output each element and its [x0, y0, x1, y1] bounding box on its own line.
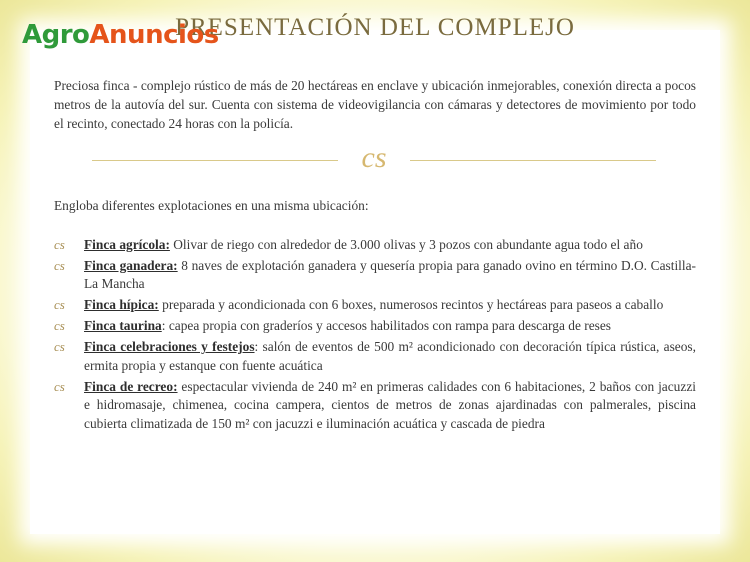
item-text: espectacular vivienda de 240 m² en primeras calidades con 6 habitaciones, 2 baños con jacuzzi e hidromasaje, chimenea, cocina campera, cientos de metros de zonas ajardinadas con palmerales, piscina cubierta climatizada de 150 m² con jacuzzi e iluminación acuática y cascada de piedra — [84, 378, 696, 431]
divider-line-right — [410, 160, 656, 161]
intro-paragraph: Preciosa finca - complejo rústico de más de 20 hectáreas en enclave y ubicación inmejorables, conexión directa a pocos metros de la autovía del sur. Cuenta con sistema de videovigilancia con cámaras y detectores de movimiento por todo el recinto, conectado 24 horas con la policía. — [54, 78, 696, 131]
lead-text: Engloba diferentes explotaciones en una misma ubicación: — [54, 198, 369, 213]
bullet-icon: cs — [54, 339, 65, 355]
ornament-icon: cs — [361, 141, 387, 174]
list-item — [54, 257, 696, 294]
bullet-icon: cs — [54, 318, 65, 334]
item-name: Finca de recreo: — [84, 378, 178, 394]
bullet-icon: cs — [54, 258, 65, 273]
divider-line-left — [92, 160, 338, 161]
item-text: : capea propia con graderíos y accesos habilitados con rampa para descarga de reses — [161, 318, 612, 334]
item-name: Finca agrícola: — [84, 237, 170, 252]
list-item — [54, 378, 696, 433]
ornamental-divider — [92, 141, 656, 176]
item-name: Finca hípica: — [84, 297, 159, 313]
logo-anuncios-text: Anuncios — [89, 20, 219, 50]
bullet-icon: cs — [54, 378, 65, 394]
list-item — [54, 296, 696, 314]
features-list — [54, 236, 696, 436]
item-name: Finca taurina — [84, 318, 162, 334]
bullet-icon: cs — [54, 237, 65, 252]
bullet-icon: cs — [54, 297, 65, 313]
logo-agro-text: Agro — [22, 20, 90, 50]
item-name: Finca celebraciones y festejos — [84, 339, 255, 355]
item-text: preparada y acondicionada con 6 boxes, numerosos recintos y hectáreas para paseos a caballo — [158, 297, 664, 313]
item-text: Olivar de riego con alrededor de 3.000 olivas y 3 pozos con abundante agua todo el año — [169, 237, 643, 252]
item-text: 8 naves de explotación ganadera y quesería propia para ganado ovino en término D.O. Castilla-La Mancha — [84, 258, 697, 292]
list-item — [54, 236, 696, 254]
item-text: : salón de eventos de 500 m² acondicionado con decoración típica rústica, aseos, ermita propia y estanque con fuente acuática — [84, 339, 696, 373]
item-name: Finca ganadera: — [84, 258, 178, 273]
list-item — [54, 317, 696, 335]
page-title: PRESENTACIÓN DEL COMPLEJO — [175, 14, 575, 41]
agroanuncios-logo[interactable] — [22, 20, 219, 50]
list-item — [54, 338, 696, 375]
